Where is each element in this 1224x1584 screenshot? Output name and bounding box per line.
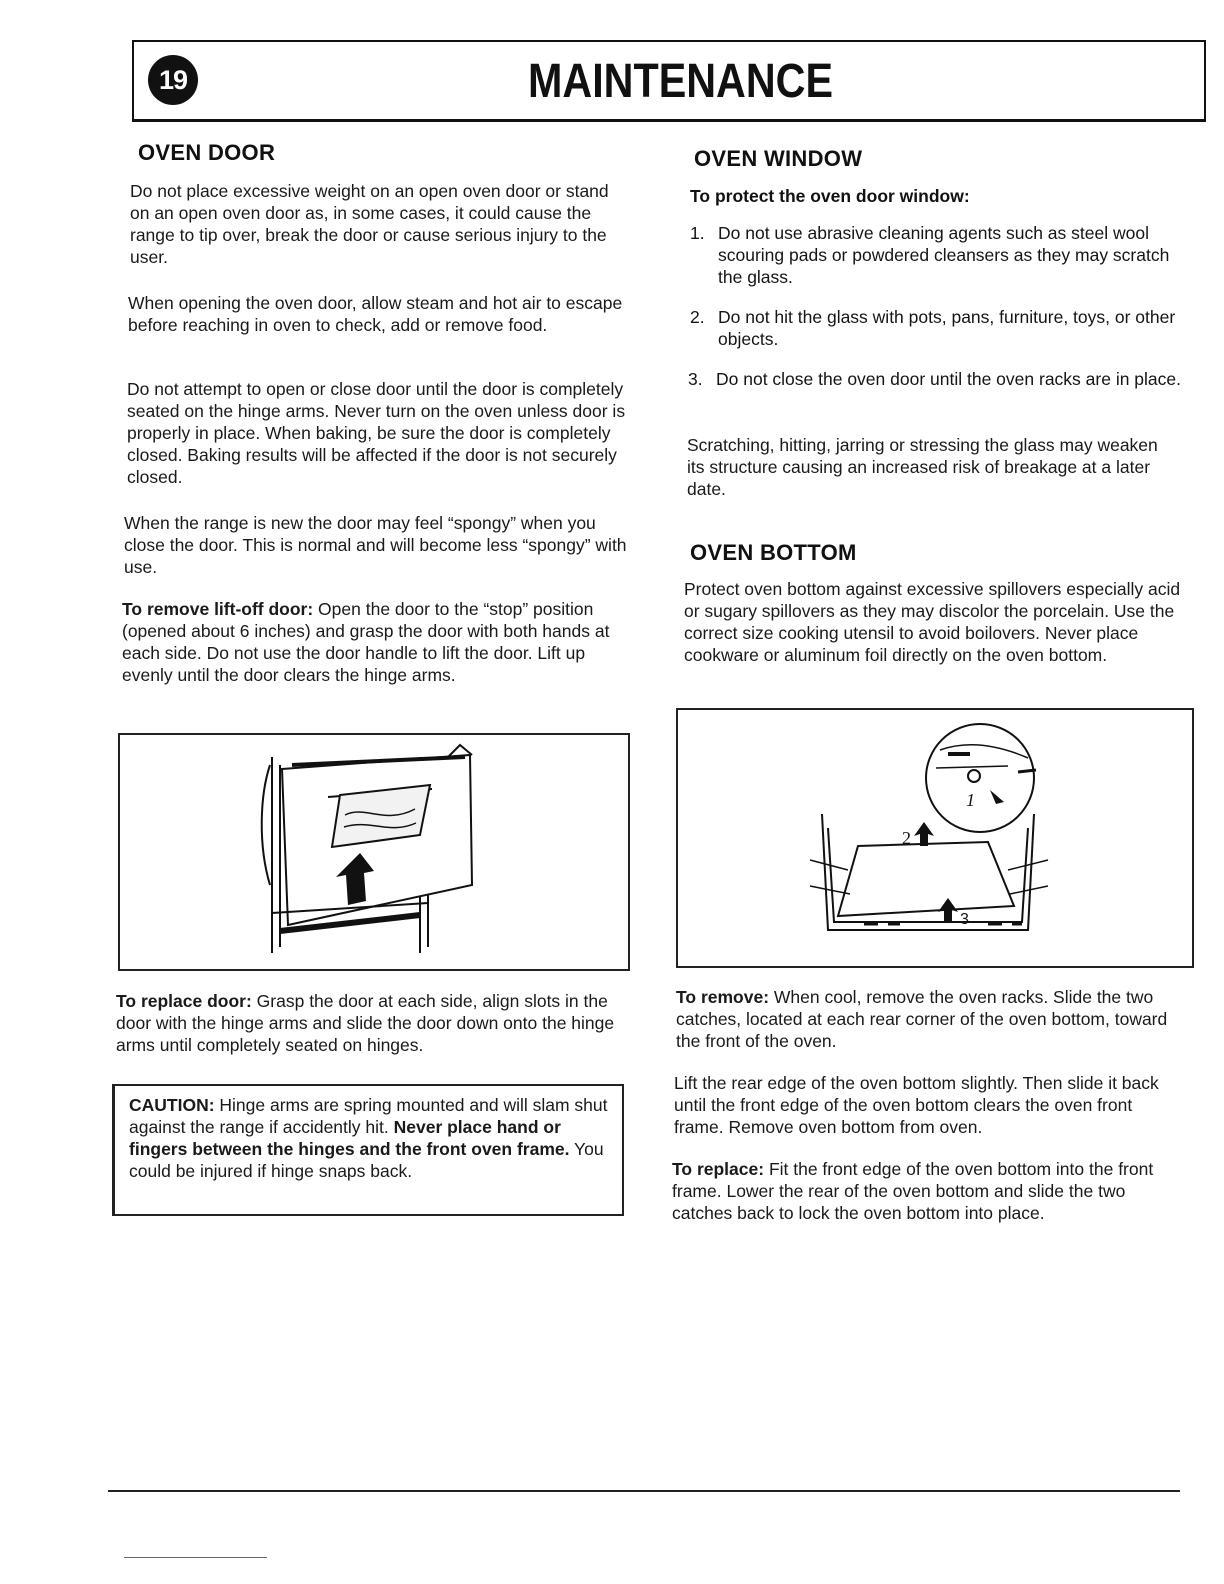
step-3-label: 3 <box>960 911 969 928</box>
replace-door-text: Grasp the door at each side, align slots in the door with the hinge arms and slide the door down onto the hinge arms until completely seated on hinges. <box>116 991 615 1055</box>
oven-bottom-paragraph: Protect oven bottom against excessive spillovers especially acid or sugary spillovers as they may discolor the porcelain. Use the correct size cooking utensil to avoid boilovers. Never place cookware or aluminum foil directly on the oven bottom. <box>684 579 1181 665</box>
oven-door-heading: OVEN DOOR <box>138 140 276 165</box>
page-number-badge: 19 <box>148 55 198 105</box>
oven-door-paragraph-4: When the range is new the door may feel “spongy” when you close the door. This is normal and will become less “spongy” with use. <box>124 513 627 577</box>
caution-text: CAUTION: Hinge arms are spring mounted and will slam shut against the range if accidently hit. Never place hand or fingers between the hinges and the front oven frame. You could be injured if hinge snaps back. <box>129 1095 608 1181</box>
oven-door-paragraph-1: Do not place excessive weight on an open oven door or stand on an open oven door as, in some cases, it could cause the range to tip over, break the door or cause serious injury to the user. <box>130 181 609 267</box>
lift-oven-bottom-paragraph: Lift the rear edge of the oven bottom slightly. Then slide it back until the front edge of the oven bottom clears the oven front frame. Remove oven bottom from oven. <box>674 1073 1159 1137</box>
oven-window-heading: OVEN WINDOW <box>694 146 863 171</box>
remove-door-instructions <box>122 598 632 686</box>
oven-bottom-illustration <box>676 708 1194 968</box>
remove-oven-bottom-label: To remove: <box>676 987 770 1007</box>
replace-door-label: To replace door: <box>116 991 252 1011</box>
oven-bottom-drawing <box>678 710 1192 966</box>
remove-door-label: To remove lift-off door: <box>122 599 314 619</box>
oven-door-paragraph-2: When opening the oven door, allow steam and hot air to escape before reaching in oven to check, add or remove food. <box>128 293 623 335</box>
footer-underline <box>124 1557 267 1558</box>
page-title: MAINTENANCE <box>528 55 834 108</box>
replace-oven-bottom-instructions: To replace: Fit the front edge of the oven bottom into the front frame. Lower the rear of the oven bottom and slide the two catches back to lock the oven bottom into place. <box>672 1159 1154 1223</box>
caution-label: CAUTION: <box>129 1095 215 1115</box>
step-2-label: 2 <box>902 828 911 848</box>
remove-door-text: Open the door to the “stop” position (opened about 6 inches) and grasp the door with both hands at each side. Do not use the door handle to lift the door. Lift up evenly until the door clears the hinge arms. <box>122 599 610 685</box>
remove-oven-bottom-instructions: To remove: When cool, remove the oven racks. Slide the two catches, located at each rear corner of the oven bottom, toward the front of the oven. <box>676 987 1168 1051</box>
page-header <box>132 40 1206 122</box>
oven-door-paragraph-3: Do not attempt to open or close door until the door is completely seated on the hinge arms. Never turn on the oven unless door is properly in place. When baking, be sure the door is completely closed. Baking results will be affected if the door is not securely closed. <box>127 379 626 487</box>
oven-window-note: Scratching, hitting, jarring or stressing the glass may weaken its structure causing an increased risk of breakage at a later date. <box>687 435 1158 499</box>
replace-door-instructions <box>116 990 628 1056</box>
lift-off-door-drawing <box>120 735 628 969</box>
caution-box <box>112 1084 624 1216</box>
oven-window-subheading: To protect the oven door window: <box>690 186 970 206</box>
caution-warning: Never place hand or fingers between the hinges and the front oven frame. <box>129 1117 570 1159</box>
oven-door-illustration <box>118 733 630 971</box>
oven-bottom-heading: OVEN BOTTOM <box>690 540 857 565</box>
step-1-label: 1 <box>966 790 975 810</box>
replace-oven-bottom-label: To replace: <box>672 1159 765 1179</box>
footer-rule <box>108 1490 1180 1492</box>
